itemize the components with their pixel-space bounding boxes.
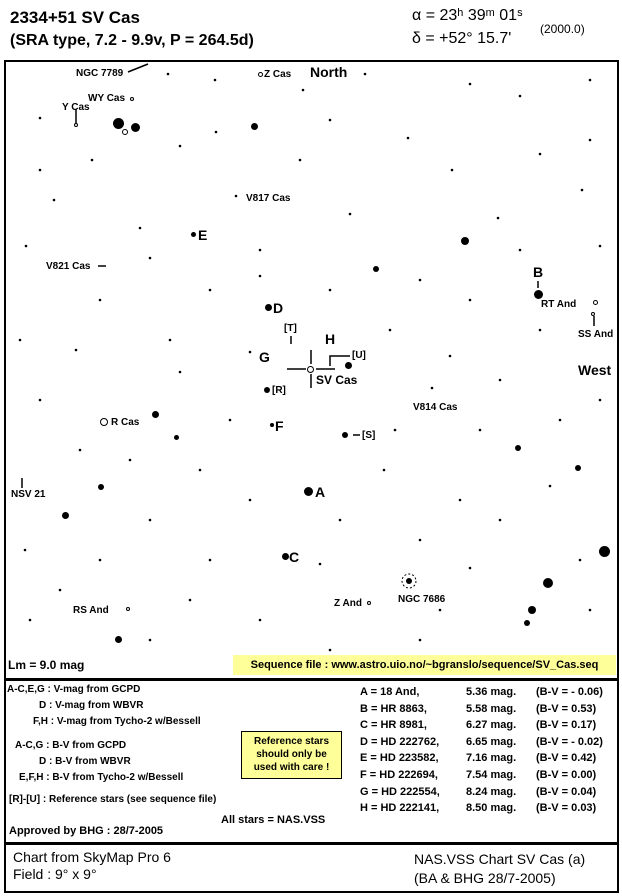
faint-star (589, 79, 592, 82)
variable-rt-and (593, 300, 598, 305)
faint-star (394, 429, 397, 432)
label-z-and: Z And (334, 598, 362, 609)
faint-star (539, 153, 542, 156)
faint-star (364, 73, 367, 76)
nasvss-chart-id: NAS.VSS Chart SV Cas (a) (414, 851, 586, 867)
faint-star (419, 279, 422, 282)
variable-wy-cas (130, 97, 134, 101)
faint-star (189, 599, 192, 602)
warning-line: should only be (256, 749, 327, 760)
faint-star (149, 639, 152, 642)
star-A (304, 487, 313, 496)
reference-warning (241, 731, 342, 779)
star (174, 435, 179, 440)
faint-star (259, 249, 262, 252)
faint-star (19, 339, 22, 342)
faint-star (25, 245, 28, 248)
star-F (270, 423, 274, 427)
faint-star (99, 299, 102, 302)
faint-star (329, 289, 332, 292)
variable-z-cas (258, 72, 263, 77)
label-H: H (325, 331, 336, 347)
faint-star (519, 249, 522, 252)
label-rs-and: RS And (73, 605, 109, 616)
label-ngc7789: NGC 7789 (76, 68, 124, 79)
faint-star (499, 519, 502, 522)
label-D: D (273, 300, 284, 316)
table-cell-id: F = HD 222694, (360, 769, 438, 781)
table-cell-id: G = HD 222554, (360, 786, 440, 798)
label-rt-and: RT And (541, 299, 577, 310)
faint-star (589, 139, 592, 142)
faint-star (179, 371, 182, 374)
chart-subtitle: (SRA type, 7.2 - 9.9v, P = 264.5d) (10, 32, 254, 49)
star (251, 123, 258, 130)
label-C: C (289, 549, 300, 565)
label-sv-cas: SV Cas (316, 373, 358, 387)
table-cell-id: A = 18 And, (360, 686, 420, 698)
sequence-file: Sequence file : www.astro.uio.no/~bgranslo/sequence/SV_Cas.seq (233, 655, 616, 675)
star (62, 512, 69, 519)
declination: δ = +52° 15.7' (412, 30, 512, 47)
faint-star (349, 213, 352, 216)
faint-star (407, 137, 410, 140)
table-cell-mag: 6.65 mag. (466, 736, 517, 748)
chart-credit: (BA & BHG 28/7-2005) (414, 870, 556, 886)
faint-star (229, 419, 232, 422)
faint-star (319, 563, 322, 566)
faint-star (519, 95, 522, 98)
west-label: West (578, 362, 612, 378)
label-G: G (259, 349, 270, 365)
table-cell-id: H = HD 222141, (360, 802, 440, 814)
variable-rs-and (126, 607, 130, 611)
faint-star (499, 379, 502, 382)
label-ngc-7686: NGC 7686 (398, 594, 446, 605)
source-line: A-C,G : B-V from GCPD (15, 740, 127, 751)
all-stars-note: All stars = NAS.VSS (221, 814, 326, 826)
faint-star (214, 79, 217, 82)
star-ngc7686 (406, 578, 412, 584)
faint-star (539, 329, 542, 332)
faint-star (469, 567, 472, 570)
variable-r-cas (100, 418, 108, 426)
faint-star (479, 429, 482, 432)
table-cell-id: C = HR 8981, (360, 719, 427, 731)
table-cell-id: B = HR 8863, (360, 703, 427, 715)
label-v821-cas: V821 Cas (46, 261, 91, 272)
faint-star (209, 289, 212, 292)
table-cell-bv: (B-V = - 0.06) (536, 686, 603, 698)
variable-y-cas (74, 123, 78, 127)
table-cell-mag: 5.58 mag. (466, 703, 517, 715)
variable-sv-cas (307, 366, 314, 373)
faint-star (497, 217, 500, 220)
table-cell-mag: 8.24 mag. (466, 786, 517, 798)
star (98, 484, 104, 490)
label-F: F (275, 418, 284, 434)
star-D (265, 304, 272, 311)
chart-title: 2334+51 SV Cas (10, 8, 140, 27)
star (373, 266, 379, 272)
star (524, 620, 530, 626)
label-wy-cas: WY Cas (88, 93, 126, 104)
faint-star (451, 169, 454, 172)
table-cell-bv: (B-V = 0.17) (536, 719, 597, 731)
chart-source: Chart from SkyMap Pro 6 (13, 849, 171, 865)
source-line: F,H : V-mag from Tycho-2 w/Bessell (33, 716, 201, 727)
field-size: Field : 9° x 9° (13, 866, 97, 882)
faint-star (209, 559, 212, 562)
label-ref-T: [T] (284, 323, 297, 334)
label-ss-and: SS And (578, 329, 614, 340)
table-cell-bv: (B-V = - 0.02) (536, 736, 603, 748)
source-line: E,F,H : B-V from Tycho-2 w/Bessell (19, 772, 184, 783)
faint-star (99, 559, 102, 562)
star-B (534, 290, 543, 299)
faint-star (302, 89, 305, 92)
variable-z-and (367, 601, 371, 605)
faint-star (419, 539, 422, 542)
faint-star (59, 589, 62, 592)
limiting-magnitude: Lm = 9.0 mag (8, 658, 85, 672)
faint-star (149, 257, 152, 260)
label-nsv-21: NSV 21 (11, 489, 46, 500)
faint-star (53, 199, 56, 202)
faint-star (559, 419, 562, 422)
faint-star (39, 169, 42, 172)
faint-star (581, 189, 584, 192)
label-ref-R: [R] (272, 385, 286, 396)
faint-star (129, 459, 132, 462)
variable-ss-and (591, 312, 595, 316)
table-cell-bv: (B-V = 0.00) (536, 769, 597, 781)
faint-star (599, 399, 602, 402)
table-cell-mag: 7.16 mag. (466, 752, 517, 764)
faint-star (259, 619, 262, 622)
faint-star (29, 619, 32, 622)
faint-star (329, 649, 332, 652)
faint-star (383, 469, 386, 472)
table-cell-mag: 7.54 mag. (466, 769, 517, 781)
label-z-cas: Z Cas (264, 69, 292, 80)
faint-star (235, 195, 238, 198)
faint-star (299, 159, 302, 162)
table-cell-bv: (B-V = 0.03) (536, 802, 597, 814)
faint-star (149, 519, 152, 522)
faint-star (179, 145, 182, 148)
faint-star (579, 559, 582, 562)
faint-star (169, 339, 172, 342)
star-S (342, 432, 348, 438)
faint-star (199, 469, 202, 472)
faint-star (469, 299, 472, 302)
table-cell-id: E = HD 223582, (360, 752, 439, 764)
star (152, 411, 159, 418)
label-r-cas: R Cas (111, 417, 140, 428)
north-label: North (310, 64, 348, 80)
source-line: D : B-V from WBVR (39, 756, 131, 767)
faint-star (459, 499, 462, 502)
star-H (345, 362, 352, 369)
faint-star (389, 329, 392, 332)
warning-line: used with care ! (253, 762, 330, 773)
approved-by: Approved by BHG : 28/7-2005 (9, 825, 164, 837)
label-v814-cas: V814 Cas (413, 402, 458, 413)
star (131, 123, 140, 132)
right-ascension: α = 23ʰ 39ᵐ 01ˢ (412, 7, 523, 24)
faint-star (79, 449, 82, 452)
label-y-cas: Y Cas (62, 102, 90, 113)
star (461, 237, 469, 245)
star (543, 578, 553, 588)
table-cell-mag: 6.27 mag. (466, 719, 517, 731)
source-line: A-C,E,G : V-mag from GCPD (7, 684, 141, 695)
table-cell-mag: 5.36 mag. (466, 686, 517, 698)
table-cell-id: D = HD 222762, (360, 736, 440, 748)
star (599, 546, 610, 557)
faint-star (91, 159, 94, 162)
star (515, 445, 521, 451)
epoch: (2000.0) (540, 22, 585, 36)
faint-star (589, 609, 592, 612)
faint-star (469, 83, 472, 86)
faint-star (339, 519, 342, 522)
source-line: D : V-mag from WBVR (39, 700, 144, 711)
faint-star (439, 609, 442, 612)
faint-star (75, 349, 78, 352)
faint-star (599, 245, 602, 248)
star (113, 118, 124, 129)
faint-star (259, 275, 262, 278)
label-ref-S: [S] (362, 430, 376, 441)
label-E: E (198, 227, 208, 243)
star-C (282, 553, 289, 560)
label-v817-cas: V817 Cas (246, 193, 291, 204)
faint-star (249, 499, 252, 502)
source-line: [R]-[U] : Reference stars (see sequence file) (9, 794, 217, 805)
faint-star (249, 351, 252, 354)
table-cell-bv: (B-V = 0.04) (536, 786, 597, 798)
faint-star (329, 119, 332, 122)
star (115, 636, 122, 643)
table-cell-bv: (B-V = 0.42) (536, 752, 597, 764)
faint-star (139, 227, 142, 230)
faint-star (39, 399, 42, 402)
faint-star (39, 117, 42, 120)
star (528, 606, 536, 614)
label-A: A (315, 484, 326, 500)
faint-star (449, 355, 452, 358)
label-ref-U: [U] (352, 350, 366, 361)
faint-star (549, 485, 552, 488)
table-cell-mag: 8.50 mag. (466, 802, 517, 814)
faint-star (419, 639, 422, 642)
star (575, 465, 581, 471)
faint-star (24, 549, 27, 552)
star-open (122, 129, 128, 135)
star-E (191, 232, 196, 237)
faint-star (215, 131, 218, 134)
star-R (264, 387, 270, 393)
label-B: B (533, 264, 544, 280)
table-cell-bv: (B-V = 0.53) (536, 703, 597, 715)
warning-line: Reference stars (253, 736, 330, 747)
faint-star (167, 73, 170, 76)
faint-star (431, 387, 434, 390)
